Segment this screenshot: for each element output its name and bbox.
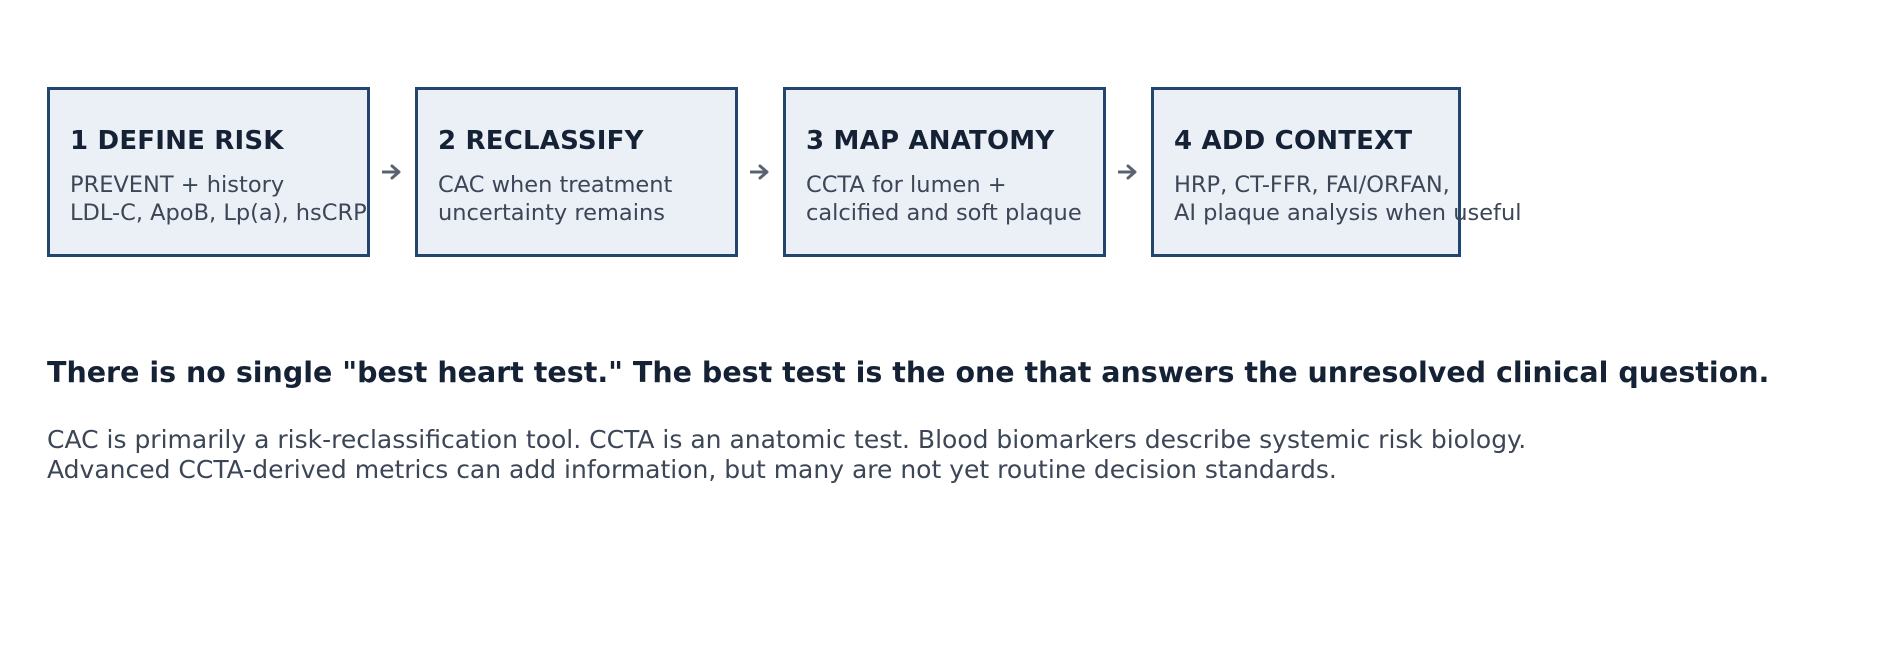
body-text-line: Advanced CCTA-derived metrics can add information, but many are not yet routine decision standards. [47, 455, 1337, 484]
step-detail-line: LDL-C, ApoB, Lp(a), hsCRP [70, 200, 367, 226]
step-detail-line: CCTA for lumen + [806, 172, 1007, 198]
step-detail-line: AI plaque analysis when useful [1174, 200, 1522, 226]
step-box-add-context [1151, 87, 1522, 257]
step-title: 4 ADD CONTEXT [1174, 126, 1413, 156]
step-title: 2 RECLASSIFY [438, 126, 644, 156]
step-box-map-anatomy [783, 87, 1106, 257]
step-detail-line: PREVENT + history [70, 172, 285, 198]
headline: There is no single "best heart test." The best test is the one that answers the unresolved clinical question. [47, 356, 1770, 389]
step-detail-line: CAC when treatment [438, 172, 673, 198]
step-box-define-risk [47, 87, 370, 257]
arrow-right-icon [750, 163, 770, 181]
arrow-right-icon [382, 163, 402, 181]
step-box-reclassify [415, 87, 738, 257]
step-detail-line: HRP, CT-FFR, FAI/ORFAN, [1174, 172, 1450, 198]
step-detail-line: uncertainty remains [438, 200, 665, 226]
arrow-right-icon [1118, 163, 1138, 181]
body-text-line: CAC is primarily a risk-reclassification tool. CCTA is an anatomic test. Blood biomarkers describe systemic risk biology. [47, 425, 1527, 454]
step-title: 1 DEFINE RISK [70, 126, 284, 156]
step-detail-line: calcified and soft plaque [806, 200, 1082, 226]
step-title: 3 MAP ANATOMY [806, 126, 1055, 156]
